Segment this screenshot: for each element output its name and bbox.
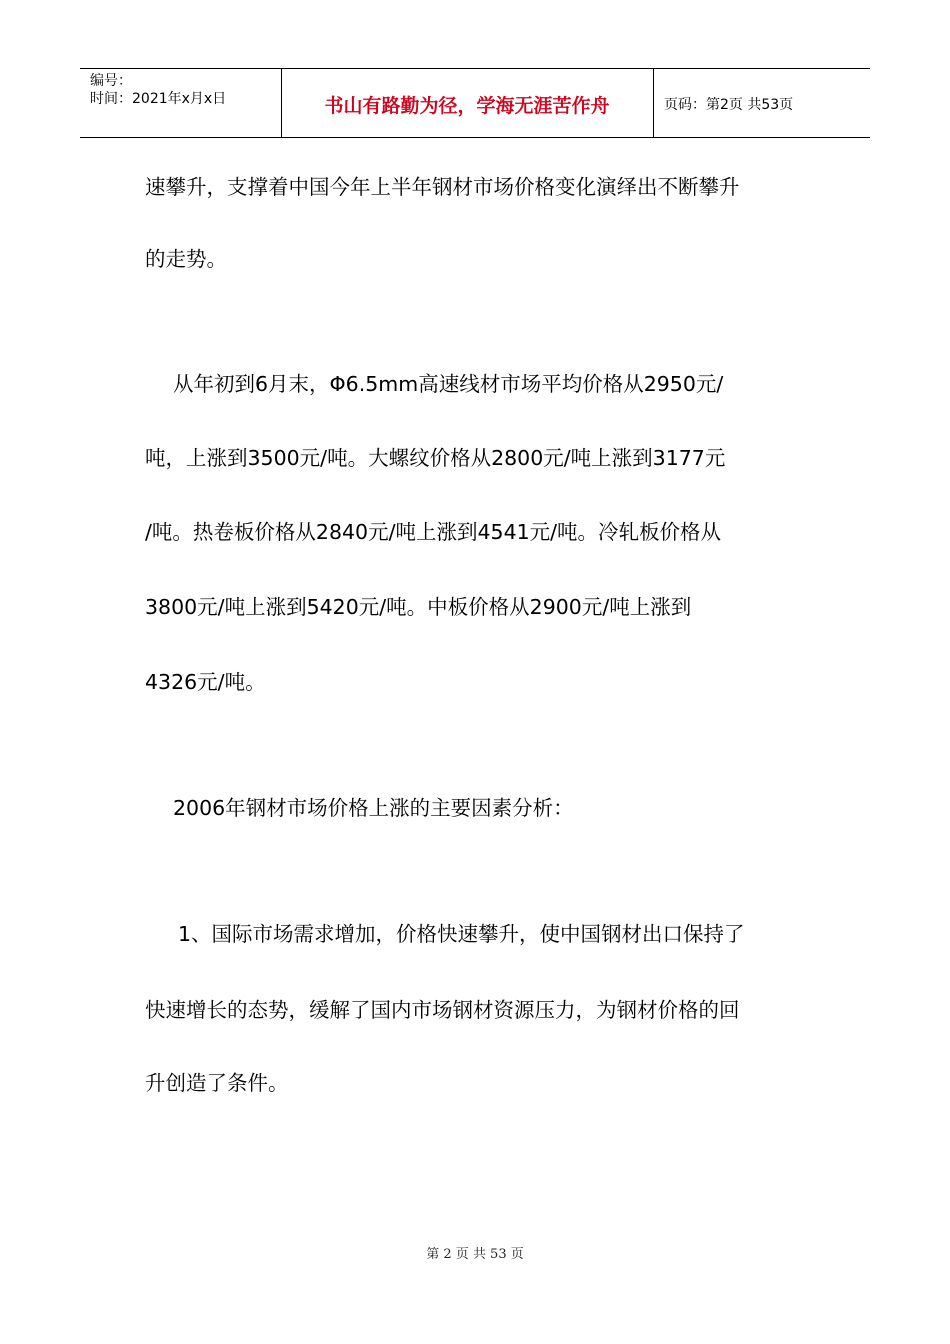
body-line: 的走势。 <box>145 247 227 271</box>
body-line: /吨。热卷板价格从2840元/吨上涨到4541元/吨。冷轧板价格从 <box>145 520 722 544</box>
body-line: 快速增长的态势，缓解了国内市场钢材资源压力，为钢材价格的回 <box>145 998 740 1022</box>
body-line: 升创造了条件。 <box>145 1071 289 1095</box>
header-middle-cell <box>281 69 654 137</box>
page-footer: 第 2 页 共 53 页 <box>426 1247 524 1262</box>
document-time-label: 时间：2021年x月x日 <box>90 91 227 107</box>
header-motto: 书山有路勤为径，学海无涯苦作舟 <box>324 95 610 117</box>
body-line: 1、国际市场需求增加，价格快速攀升，使中国钢材出口保持了 <box>178 922 745 946</box>
body-line: 3800元/吨上涨到5420元/吨。中板价格从2900元/吨上涨到 <box>145 595 692 619</box>
body-line: 吨，上涨到3500元/吨。大螺纹价格从2800元/吨上涨到3177元 <box>145 446 726 470</box>
page-header <box>80 68 870 138</box>
body-line: 2006年钢材市场价格上涨的主要因素分析： <box>173 796 574 820</box>
body-line: 速攀升，支撑着中国今年上半年钢材市场价格变化演绎出不断攀升 <box>145 175 740 199</box>
body-line: 4326元/吨。 <box>145 670 266 694</box>
header-left-cell <box>80 69 282 137</box>
header-page-info: 页码：第2页 共53页 <box>664 97 794 113</box>
header-right-cell <box>654 69 870 137</box>
body-line: 从年初到6月末，Φ6.5mm高速线材市场平均价格从2950元/ <box>173 372 724 396</box>
document-number-label: 编号： <box>90 73 132 89</box>
